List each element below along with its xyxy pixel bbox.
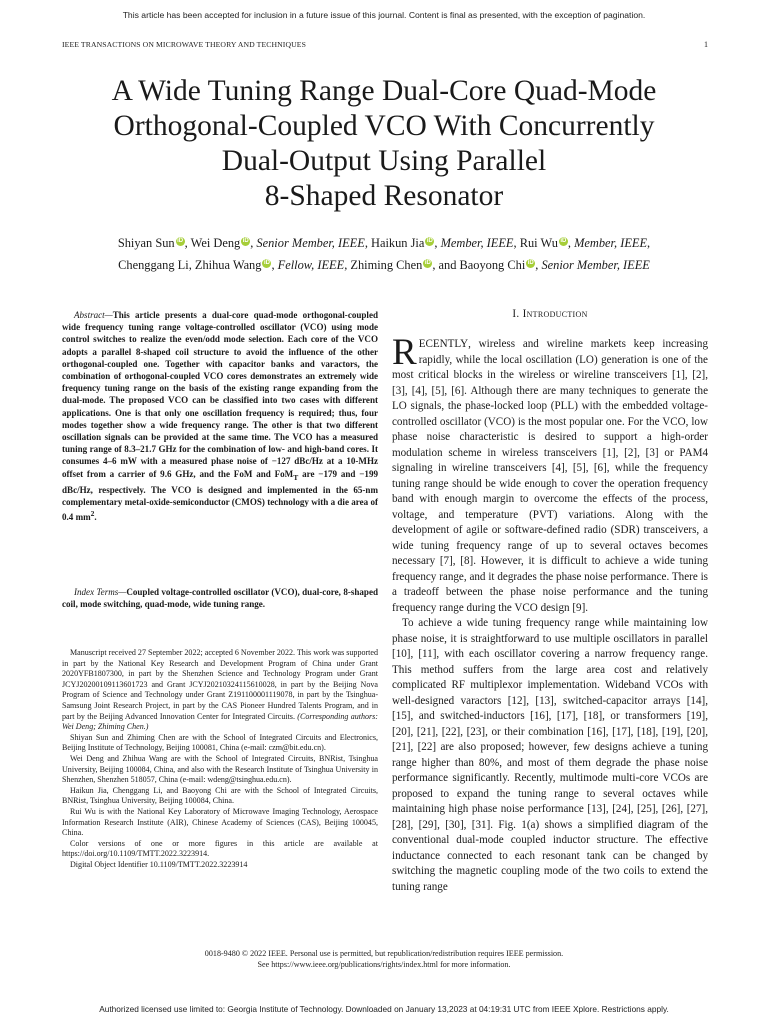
title-line: Orthogonal-Coupled VCO With Concurrently — [113, 110, 655, 142]
corresponding-authors: (Corresponding authors: Wei Deng; Zhiming Chen.) — [62, 711, 378, 732]
drop-cap: R — [392, 332, 417, 373]
area-superscript: 2 — [90, 509, 95, 519]
author-role: Member, IEEE — [440, 236, 514, 250]
author-name: Haikun Jia — [371, 236, 425, 250]
footnotes — [62, 648, 378, 870]
acceptance-notice: This article has been accepted for inclusion in a future issue of this journal. Content is final as presented, with the exception of pagination. — [122, 10, 646, 20]
orcid-icon[interactable]: iD — [424, 260, 431, 266]
lead-word: ECENTLY — [418, 338, 469, 350]
footnote-color-versions: Color versions of one or more figures in this article are available at https://doi.org/10.1109/TMTT.2022.3223914. — [62, 838, 378, 859]
author-role: Senior Member, IEEE — [256, 236, 365, 250]
orcid-icon[interactable]: iD — [527, 260, 534, 266]
author-list: Shiyan Sun iD , Wei Deng iD , Senior Member, IEEE, Haikun Jia iD , Member, IEEE, Rui Wu iD , Member, IEEE, Chenggang Li, Zhihua Wang iD , Fellow, IEEE, Zhiming Chen iD , and Baoyong Chi iD , Senior Member, IEEE — [117, 236, 651, 272]
paragraph-text: , wireless and wireline markets keep increasing rapidly, while the local oscillation (LO) generation is one of the most critical blocks in the wireless or wireline transceivers [1], [2], [3], [4], [5], [6]. Although there are many techniques to generate the LO signals, the phase-locked loop (PLL) with the embedded voltage-controlled oscillator (VCO) is the most popular one. For the VCO, low phase noise characteristic is desired to support a high-order modulation scheme in wireless transceivers [1], [2], [3] or PAM4 signaling in wireline transceivers [4], [5], [6], while the frequency tuning range should be wide enough to cover the operation frequency band with enough margin to overcome the effects of the process, voltage, and temperature (PVT) variations. Along with the development of agile or software-defined radio (SDR) transceivers, a wide tuning frequency range of up to several octaves becomes necessary [7], [8]. However, it is difficult to achieve a wide tuning frequency range, and it degrades the phase noise performance. There is a tradeoff between the phase noise performance and the tuning frequency range during the VCO design [9]. — [392, 338, 708, 614]
orcid-icon[interactable]: iD — [242, 238, 249, 244]
author-name: Chenggang Li — [118, 258, 189, 272]
copyright-line: 0018-9480 © 2022 IEEE. Personal use is permitted, but republication/redistribution requires IEEE permission. — [204, 949, 564, 958]
orcid-icon[interactable]: iD — [560, 238, 567, 244]
footnote-affiliation: Wei Deng and Zhihua Wang are with the School of Integrated Circuits, BNRist, Tsinghua University, Beijing 100084, China, and also with the Research Institute of Tsinghua University in Shenzhen, Shenzhen 518057, China (e-mail: wdeng@tsinghua.edu.cn). — [62, 753, 378, 785]
abstract — [62, 309, 378, 523]
author-name: Zhihua Wang — [194, 258, 262, 272]
section-heading-introduction — [392, 308, 708, 320]
index-terms-label: Index Terms— — [74, 587, 127, 597]
orcid-icon[interactable]: iD — [263, 260, 270, 266]
fom-subscript: T — [293, 472, 299, 482]
index-terms — [62, 586, 378, 610]
intro-paragraph-2: To achieve a wide tuning frequency range while maintaining low phase noise, it is straightforward to use multiple oscillators in parallel [10], [11], with each oscillator covering a narrow frequency range. This method suffers from the large area cost and relatively complicated RF multiplexor implementation. Wideband VCOs with well-designed varactors [12], [13], switched-capacitor arrays [14], [15], and switched-inductors [16], [17], [18], or transformers [19], [20], [21], [22], [23], or their combination [16], [17], [18], [19], [20], [21], [22] are also proposed; however, few designs achieve a tuning range higher than 80%, and most of them degrade the phase noise performance significantly. Recently, multimode multi-core VCOs are proposed to expand the tuning range to several octaves while maintaining high phase noise performance [13], [24], [25], [26], [27], [28], [29], [30], [31]. Fig. 1(a) shows a simplified diagram of the conventional dual-mode coupled inductor structure. The effective inductance connected to each resonant tank can be changed by switching the magnetic coupling mode of the two coils to extend the tuning range — [392, 617, 708, 893]
footnote-affiliation: Rui Wu is with the National Key Laboratory of Microwave Imaging Technology, Aerospace Information Research Institute (AIR), Chinese Academy of Sciences (CAS), Beijing 100045, China. — [62, 806, 378, 838]
rights-link-line: See https://www.ieee.org/publications/rights/index.html for more information. — [257, 960, 511, 969]
abstract-label: Abstract— — [74, 310, 113, 320]
title-line: 8-Shaped Resonator — [264, 180, 504, 212]
license-notice: Authorized licensed use limited to: Georgia Institute of Technology. Downloaded on January 13,2023 at 04:19:31 UTC from IEEE Xplore. Restrictions apply. — [99, 1004, 669, 1014]
author-name: Shiyan Sun — [117, 236, 175, 250]
paper-title — [40, 74, 728, 214]
author-role: Member, IEEE — [574, 236, 648, 250]
author-name: Baoyong Chi — [459, 258, 526, 272]
footnote-doi: Digital Object Identifier 10.1109/TMTT.2022.3223914 — [70, 859, 248, 869]
title-line: Dual-Output Using Parallel — [221, 145, 547, 177]
index-terms-text: Coupled voltage-controlled oscillator (VCO), dual-core, 8-shaped coil, mode switching, quad-mode, wide tuning range. — [62, 587, 379, 610]
author-role: Senior Member, IEEE — [541, 258, 650, 272]
section-title: Introduction — [522, 308, 588, 320]
author-role: Fellow, IEEE — [277, 258, 345, 272]
orcid-icon[interactable]: iD — [177, 238, 184, 244]
author-name: Rui Wu — [519, 236, 558, 250]
footnote-manuscript — [62, 648, 378, 733]
footnote-affiliation: Haikun Jia, Chenggang Li, and Baoyong Chi are with the School of Integrated Circuits, BNRist, Tsinghua University, Beijing 100084, China. — [62, 785, 378, 806]
running-head: IEEE TRANSACTIONS ON MICROWAVE THEORY AND TECHNIQUES — [62, 40, 306, 49]
abstract-end: . — [94, 512, 97, 523]
title-line: A Wide Tuning Range Dual-Core Quad-Mode — [111, 75, 657, 107]
abstract-text-tail: are −179 and −199 dBc/Hz, respectively. The VCO is designed and implemented in the 65-nm complementary metal-oxide-semiconductor (CMOS) technology with a die area of 0.4 mm — [62, 468, 378, 523]
author-name: Zhiming Chen — [350, 258, 423, 272]
author-name: Wei Deng — [190, 236, 241, 250]
introduction-body — [392, 332, 708, 895]
footnote-text: Manuscript received 27 September 2022; accepted 6 November 2022. This work was supported in part by the National Key Research and Development Program of China under Grant 2020YFB1807300, in part by the Shenzhen Science and Technology Program under Grant JCYJ20200109113601723 and Grant JCYJ20210324115610028, in part by the Beijing Nova Program of Science and Technology under Grant Z191100001119078, in part by the Tsinghua-Samsung Joint Research Project, in part by the CAS Pioneer Hundred Talents Program, and in part by the Beijing Advanced Innovation Center for Integrated Circuits. — [62, 648, 379, 721]
footnote-affiliation: Shiyan Sun and Zhiming Chen are with the School of Integrated Circuits and Electronics, Beijing Institute of Technology, Beijing 100081, China (e-mail: czm@bit.edu.cn). — [62, 732, 378, 753]
abstract-text: This article presents a dual-core quad-mode orthogonal-coupled wide frequency tuning range voltage-controlled oscillator (VCO) using mode control switches to realize the even/odd mode selection. Each core of the VCO adopts a parallel 8-shaped coil structure to avoid the influence of the other orthogonal-coupled one. Together with capacitor banks and varactors, the combination of orthogonal-coupled VCO cores demonstrates an extremely wide frequency tuning range on the basis of the existing range expanding from the dual-mode. The proposed VCO can be classified into two cases with different applications. One is that only one oscillation frequency is required; thus, four modes together show a wide frequency range. The other is that two different oscillation signals can be provided at the same time. The VCO has a measured tuning range of 8.3–21.7 GHz for the combination of low- and high-band cores. It consumes 4–6 mW with a measured phase noise of −127 dBc/Hz at a 10-MHz offset from a carrier of 9.6 GHz, and the FoM and FoM — [62, 310, 378, 479]
orcid-icon[interactable]: iD — [426, 238, 433, 244]
section-number: I. — [512, 308, 523, 320]
copyright-block — [40, 948, 728, 970]
intro-paragraph-1 — [392, 332, 708, 616]
page-number: 1 — [704, 40, 708, 49]
